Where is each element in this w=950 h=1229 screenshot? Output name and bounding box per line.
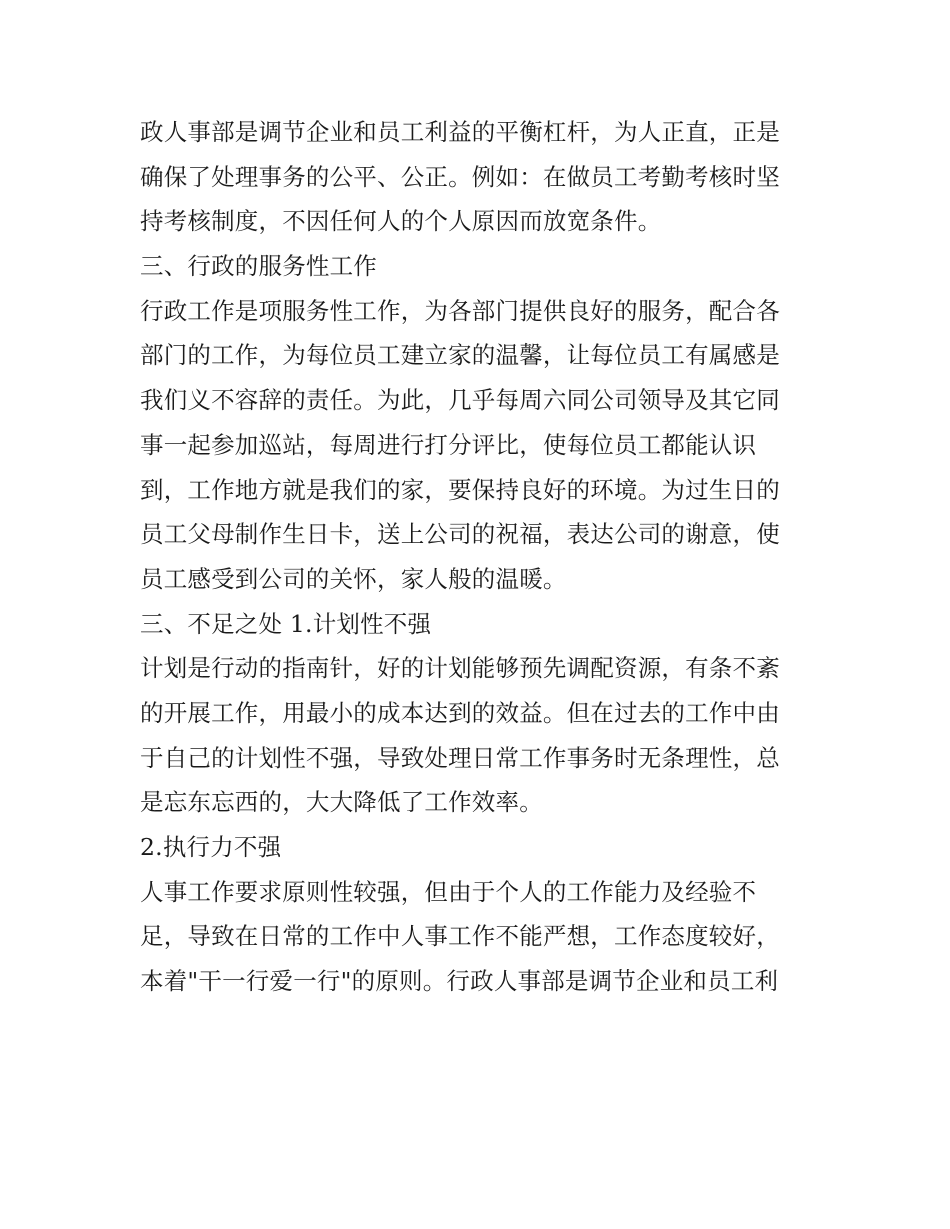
text-line: 事一起参加巡站，每周进行打分评比，使每位员工都能认识 [140, 430, 757, 459]
text-line: 我们义不容辞的责任。为此，几乎每周六同公司领导及其它同 [140, 386, 780, 415]
text-line: 员工父母制作生日卡，送上公司的祝福，表达公司的谢意，使 [140, 520, 780, 549]
text-line: 人事工作要求原则性较强，但由于个人的工作能力及经验不 [140, 877, 757, 906]
section-heading: 三、不足之处 1.计划性不强 [140, 609, 432, 638]
text-line: 部门的工作，为每位员工建立家的温馨，让每位员工有属感是 [140, 341, 780, 370]
text-line: 确保了处理事务的公平、公正。例如：在做员工考勤考核时坚 [140, 162, 780, 191]
document-body [140, 110, 820, 1004]
text-line: 是忘东忘西的，大大降低了工作效率。 [140, 788, 543, 817]
text-line: 的开展工作，用最小的成本达到的效益。但在过去的工作中由 [140, 698, 780, 727]
text-line: 持考核制度，不因任何人的个人原因而放宽条件。 [140, 207, 662, 236]
text-line: 政人事部是调节企业和员工利益的平衡杠杆，为人正直，正是 [140, 118, 780, 146]
text-line: 本着"干一行爱一行"的原则。行政人事部是调节企业和员工利 [140, 967, 779, 996]
section-heading: 2.执行力不强 [140, 833, 282, 861]
text-line: 行政工作是项服务性工作，为各部门提供良好的服务，配合各 [140, 296, 780, 325]
text-line: 到，工作地方就是我们的家，要保持良好的环境。为过生日的 [140, 475, 780, 504]
text-line: 计划是行动的指南针，好的计划能够预先调配资源，有条不紊 [140, 654, 780, 683]
text-line: 足，导致在日常的工作中人事工作不能严想，工作态度较好， [140, 922, 780, 951]
section-heading: 三、行政的服务性工作 [140, 252, 377, 281]
text-line: 员工感受到公司的关怀，家人般的温暖。 [140, 564, 567, 593]
text-line: 于自己的计划性不强，导致处理日常工作事务时无条理性，总 [140, 743, 780, 772]
